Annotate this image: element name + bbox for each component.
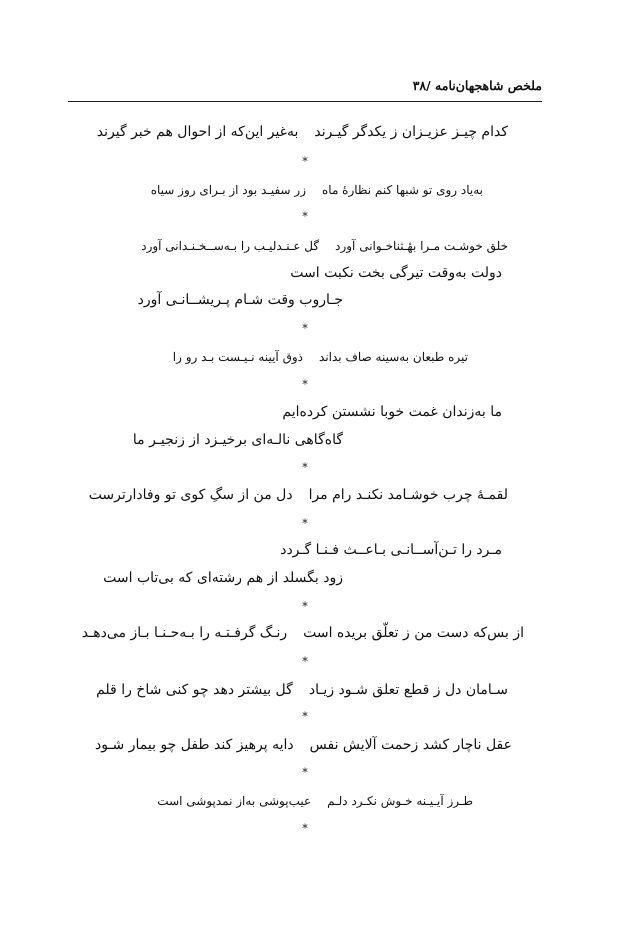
verse-line bbox=[141, 239, 508, 253]
hemistich-left: دل من از سگِ کوی تو وفادارترست bbox=[88, 487, 293, 503]
hemistich-right: لقمـهٔ چرب خوشـامد نکنـد رام مرا bbox=[308, 487, 508, 503]
verse-line bbox=[133, 432, 343, 448]
verse-line bbox=[290, 265, 502, 281]
verse-line bbox=[173, 350, 468, 364]
hemistich-left: گل بیشتر دهد چو کنی شاخ را قلم bbox=[96, 682, 293, 698]
separator-star: * bbox=[302, 461, 308, 474]
hemistich-right: طـرز آیـیـنه خـوش نکـرد دلـم bbox=[327, 794, 473, 808]
verse-line bbox=[157, 794, 473, 808]
hemistich-right: سـامان دل ز قطع تعلق شـود زیـاد bbox=[308, 682, 508, 698]
verse-line bbox=[282, 404, 502, 420]
hemistich-right: تیره طبعان به‌سینه صاف بداند bbox=[319, 350, 468, 364]
hemistich-right: کدام چیـز عزیـزان ز یکدگر گیـرند bbox=[314, 124, 508, 140]
hemistich-left: زر سفیـد بود از بـرای روز سیاه bbox=[150, 183, 306, 197]
hemistich-right: از بس‌که دست من ز تعلّق بریده است bbox=[303, 625, 524, 641]
hemistich-right: دولت به‌وقت تیرگی بخت نکبت است bbox=[290, 265, 502, 281]
verse-line bbox=[103, 570, 343, 586]
separator-star: * bbox=[302, 517, 308, 530]
hemistich-left: ذوق آیینه نـیـست بـد رو را bbox=[172, 350, 304, 364]
verse-line bbox=[89, 487, 508, 503]
separator-star: * bbox=[302, 822, 308, 835]
header-rule bbox=[68, 101, 542, 102]
hemistich-left: به‌غیر این‌که از احوال هم خبر گیرند bbox=[96, 124, 299, 140]
separator-star: * bbox=[302, 600, 308, 613]
hemistich-left: جـاروب وقت شـام پـریشــانـی آورد bbox=[137, 292, 343, 308]
hemistich-left: گاه‌گاهی نالـه‌ای برخیـزد از زنجیـر ما bbox=[132, 432, 343, 448]
hemistich-right: مـرد را تـن‌آســانـی بـاعــث فـنـا گـردد bbox=[280, 542, 502, 558]
separator-star: * bbox=[302, 655, 308, 668]
hemistich-right: خلق خوشـت مـرا بهٔـثناخـوانی آورد bbox=[335, 239, 508, 253]
hemistich-right: ما به‌زندان غمت خوبا نشستن کرده‌ایم bbox=[282, 404, 502, 420]
verse-line bbox=[95, 737, 512, 753]
separator-star: * bbox=[302, 710, 308, 723]
hemistich-right: به‌یاد روی تو شبها کنم نظارهٔ ماه bbox=[322, 183, 483, 197]
hemistich-left: رنـگ گرفـتـه را بـه‌حـنـا بـاز می‌دهـد bbox=[81, 625, 288, 641]
verse-line bbox=[280, 542, 502, 558]
verse-line bbox=[82, 625, 524, 641]
hemistich-left: دایه پرهیز کند طفل چو بیمار شـود bbox=[94, 737, 294, 753]
hemistich-right: عقل ناچار کشد زحمت آلایش نفس bbox=[309, 737, 512, 753]
verse-line bbox=[151, 183, 483, 197]
verse-line bbox=[96, 682, 508, 698]
separator-star: * bbox=[302, 766, 308, 779]
hemistich-left: زود بگسلد از هم رشته‌ای که بی‌تاب است bbox=[103, 570, 343, 586]
separator-star: * bbox=[302, 322, 308, 335]
verse-line bbox=[97, 124, 508, 140]
separator-star: * bbox=[302, 210, 308, 223]
hemistich-left: گل عـنـدلیـب را بـه‌ســخـنـدانی آورد bbox=[141, 239, 320, 253]
running-header: ملخص شاهجهان‌نامه /۳۸ bbox=[412, 78, 542, 93]
hemistich-left: عیب‌پوشی به‌از نمدپوشی است bbox=[157, 794, 312, 808]
verse-line bbox=[138, 292, 343, 308]
separator-star: * bbox=[302, 378, 308, 391]
separator-star: * bbox=[302, 155, 308, 168]
